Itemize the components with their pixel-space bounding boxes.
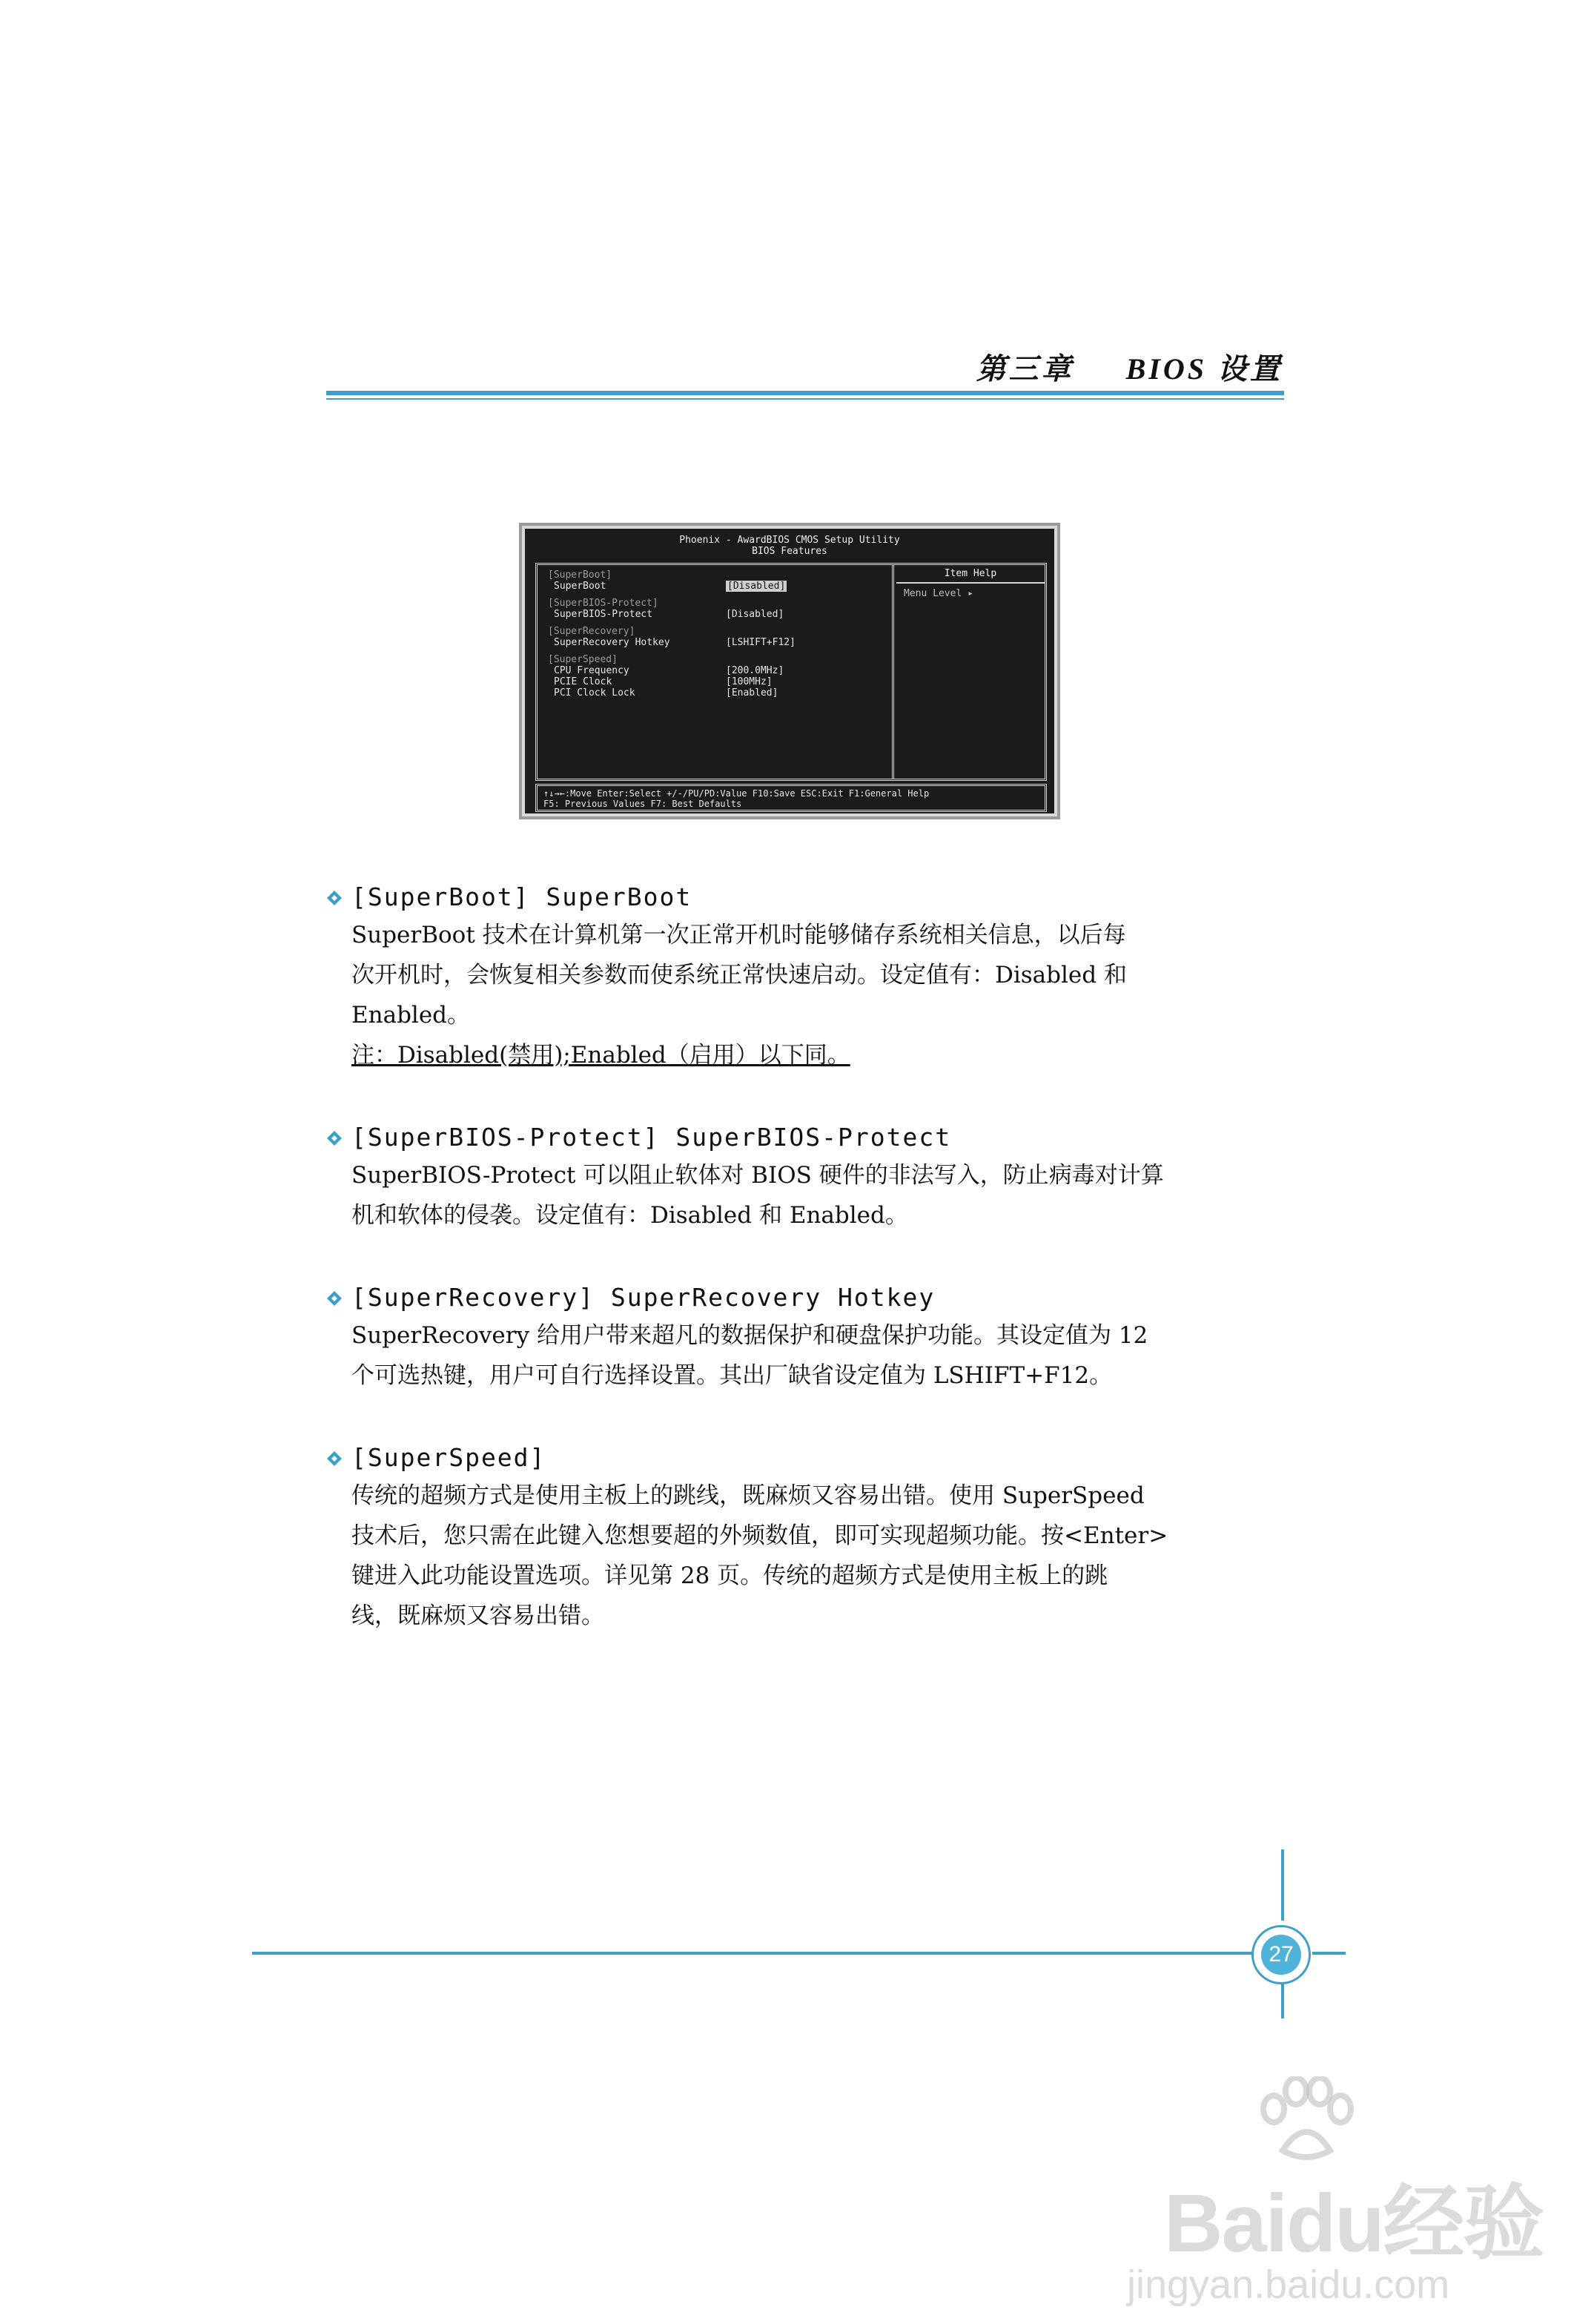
bios-row-value[interactable]: [100MHz] <box>726 676 773 687</box>
bios-title <box>525 535 1054 557</box>
bios-row-value[interactable]: [Disabled] <box>726 609 784 620</box>
paragraph-line: 键进入此功能设置选项。详见第 28 页。传统的超频方式是使用主板上的跳 <box>351 1562 1108 1589</box>
chapter-title <box>976 346 1283 388</box>
section-title-text: [SuperBIOS-Protect] SuperBIOS-Protect <box>351 1123 952 1152</box>
section-body <box>326 1315 1253 1396</box>
baidu-jingyan-watermark <box>1127 2076 1544 2314</box>
bios-item-help-panel <box>896 565 1045 604</box>
watermark-url: jingyan.baidu.com <box>1127 2262 1450 2307</box>
section-superspeed <box>326 1440 1290 1636</box>
diamond-bullet-icon <box>326 890 343 906</box>
page-number-badge <box>1251 1925 1311 1984</box>
paragraph-line: SuperBoot 技术在计算机第一次正常开机时能够储存系统相关信息，以后每 <box>351 922 1126 948</box>
diamond-bullet-icon <box>326 1290 343 1307</box>
bios-row-value[interactable]: [LSHIFT+F12] <box>726 637 796 648</box>
paragraph-line: SuperRecovery 给用户带来超凡的数据保护和硬盘保护功能。其设定值为 12 <box>351 1322 1148 1349</box>
section-superboot <box>326 879 1290 1075</box>
header-rule-thin <box>326 398 1284 400</box>
section-body <box>326 915 1253 1075</box>
bios-row-superrecovery-hotkey[interactable] <box>548 637 889 648</box>
paragraph-line: 个可选热键，用户可自行选择设置。其出厂缺省设定值为 LSHIFT+F12。 <box>351 1362 1113 1389</box>
section-superbios-protect <box>326 1120 1290 1235</box>
section-title <box>326 1280 1290 1315</box>
bios-row-value[interactable]: [Enabled] <box>726 687 778 699</box>
bios-row-superbios-protect[interactable] <box>548 609 889 620</box>
bios-row-pci-clock-lock[interactable] <box>548 687 889 699</box>
section-title <box>326 1440 1290 1476</box>
bios-group-superrecovery <box>548 626 889 648</box>
bios-group-superspeed <box>548 654 889 699</box>
section-title <box>326 1120 1290 1155</box>
section-body <box>326 1155 1253 1235</box>
bios-row-superboot[interactable] <box>548 581 889 592</box>
footer-vertical-rule-bottom <box>1281 1984 1284 2018</box>
paragraph-line: 次开机时，会恢复相关参数而使系统正常快速启动。设定值有：Disabled 和 <box>351 962 1127 988</box>
bios-main-box <box>535 563 1047 781</box>
section-title-text: [SuperRecovery] SuperRecovery Hotkey <box>351 1283 936 1312</box>
bios-row-label: SuperBIOS-Protect <box>554 609 653 620</box>
chapter-name: BIOS 设置 <box>1125 352 1283 386</box>
bios-row-value-selected[interactable]: [Disabled] <box>727 581 786 592</box>
bios-group-superbios-protect <box>548 598 889 620</box>
bios-settings-list <box>548 570 889 704</box>
paragraph-line: 技术后，您只需在此键入您想要超的外频数值，即可实现超频功能。按<Enter> <box>351 1522 1168 1549</box>
footer-rule-left <box>252 1952 1253 1955</box>
bios-title-line2: BIOS Features <box>752 546 827 557</box>
bios-row-label: SuperRecovery Hotkey <box>554 637 670 648</box>
bios-screen <box>525 529 1054 813</box>
note-line: 注：Disabled(禁用);Enabled（启用）以下同。 <box>351 1042 850 1069</box>
paw-print-icon <box>1253 2076 1357 2165</box>
header-rule-thick <box>326 391 1284 395</box>
bios-screenshot <box>519 523 1060 819</box>
chapter-number: 第三章 <box>976 352 1074 386</box>
bios-row-label: CPU Frequency <box>554 665 629 676</box>
bios-title-line1: Phoenix - AwardBIOS CMOS Setup Utility <box>679 535 900 546</box>
bios-row-value[interactable]: [200.0MHz] <box>726 665 784 676</box>
section-superrecovery <box>326 1280 1290 1396</box>
section-title-text: [SuperBoot] SuperBoot <box>351 882 692 911</box>
paragraph-line: Enabled。 <box>351 1002 471 1029</box>
bios-row-cpu-frequency[interactable] <box>548 665 889 676</box>
paragraph-line: 传统的超频方式是使用主板上的跳线，既麻烦又容易出错。使用 SuperSpeed <box>351 1482 1145 1509</box>
footer-vertical-rule-top <box>1281 1849 1284 1921</box>
bios-key-legend-line2: F5: Previous Values F7: Best Defaults <box>543 799 742 809</box>
paragraph-line: 线，既麻烦又容易出错。 <box>351 1602 604 1629</box>
section-title-text: [SuperSpeed] <box>351 1443 546 1472</box>
diamond-bullet-icon <box>326 1450 343 1467</box>
paragraph-line: SuperBIOS-Protect 可以阻止软体对 BIOS 硬件的非法写入，防止病毒对计算 <box>351 1162 1164 1189</box>
bios-row-pcie-clock[interactable] <box>548 676 889 687</box>
bios-help-menu-level: Menu Level ▸ <box>904 588 973 599</box>
footer-rule-right <box>1312 1952 1346 1955</box>
bios-group-header: [SuperBIOS-Protect] <box>548 598 658 609</box>
paragraph-line: 机和软体的侵袭。设定值有：Disabled 和 Enabled。 <box>351 1202 908 1229</box>
bios-row-label: PCI Clock Lock <box>554 687 635 699</box>
bios-group-header: [SuperRecovery] <box>548 626 635 637</box>
bios-help-title: Item Help <box>896 565 1045 584</box>
bios-row-label: PCIE Clock <box>554 676 612 687</box>
bios-key-legend <box>535 784 1047 812</box>
watermark-logo-text: Baidu经验 <box>1164 2178 1544 2269</box>
diamond-bullet-icon <box>326 1130 343 1146</box>
bios-group-header: [SuperSpeed] <box>548 654 618 665</box>
bios-group-superboot <box>548 570 889 592</box>
section-body <box>326 1476 1253 1636</box>
bios-group-header: [SuperBoot] <box>548 570 612 581</box>
section-title <box>326 879 1290 915</box>
bios-row-label: SuperBoot <box>554 581 606 592</box>
page-number: 27 <box>1261 1935 1301 1975</box>
bios-key-legend-line1: ↑↓→←:Move Enter:Select +/-/PU/PD:Value F10:Save ESC:Exit F1:General Help <box>543 788 930 799</box>
